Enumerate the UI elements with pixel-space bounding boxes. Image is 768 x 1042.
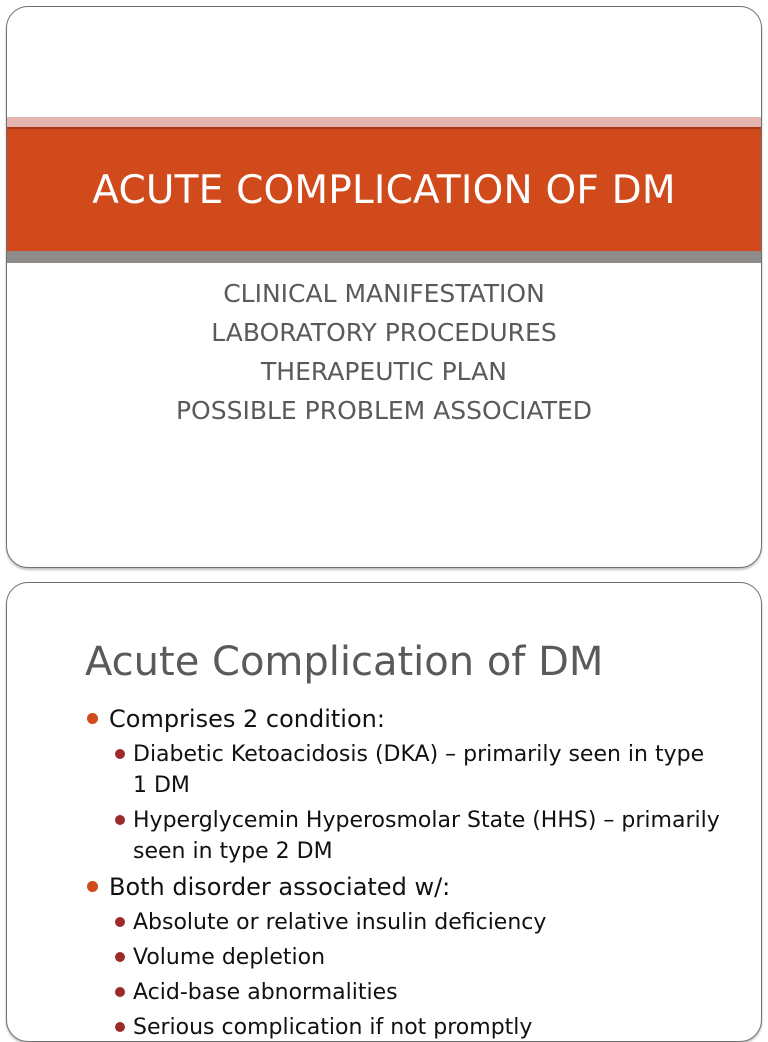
sub-bullet-dot-icon [115,917,125,927]
subtitle-item: CLINICAL MANIFESTATION [223,279,545,308]
sub-bullet-item [113,739,725,801]
sub-bullet-item [113,942,725,973]
sub-bullet-text: Diabetic Ketoacidosis (DKA) – primarily seen in type 1 DM [133,742,705,798]
sub-bullet-dot-icon [115,987,125,997]
bullet-dot-icon [87,713,98,724]
sub-bullet-text: Hyperglycemin Hyperosmolar State (HHS) – primarily seen in type 2 DM [133,808,720,864]
title-band-top [7,117,761,127]
bullet-item [85,871,725,903]
sub-bullet-text: Absolute or relative insulin deficiency [133,910,547,935]
sub-bullet-text: Acid-base abnormalities [133,980,398,1005]
title-band [7,127,761,251]
sub-bullet-item [113,1012,725,1042]
subtitle-list [7,274,761,430]
title-slide [6,6,762,568]
sub-bullet-item [113,805,725,867]
sub-bullet-item [113,977,725,1008]
content-slide [6,582,762,1042]
sub-bullet-text: Serious complication if not promptly [133,1015,533,1040]
sub-bullet-dot-icon [115,815,125,825]
sub-bullet-text: Volume depletion [133,945,326,970]
subtitle-item: LABORATORY PROCEDURES [211,318,557,347]
slide-heading: Acute Complication of DM [85,639,604,685]
subtitle-item: THERAPEUTIC PLAN [261,357,507,386]
bullet-text: Both disorder associated w/: [109,873,451,901]
bullet-dot-icon [87,881,98,892]
bullet-text: Comprises 2 condition: [109,705,385,733]
subtitle-item: POSSIBLE PROBLEM ASSOCIATED [175,396,593,425]
sub-bullet-dot-icon [115,749,125,759]
slide-title: ACUTE COMPLICATION OF DM [92,167,676,213]
sub-bullet-item [113,907,725,938]
sub-bullet-dot-icon [115,952,125,962]
bullet-list [85,703,725,1042]
bullet-item [85,703,725,735]
title-band-bottom [7,251,761,263]
